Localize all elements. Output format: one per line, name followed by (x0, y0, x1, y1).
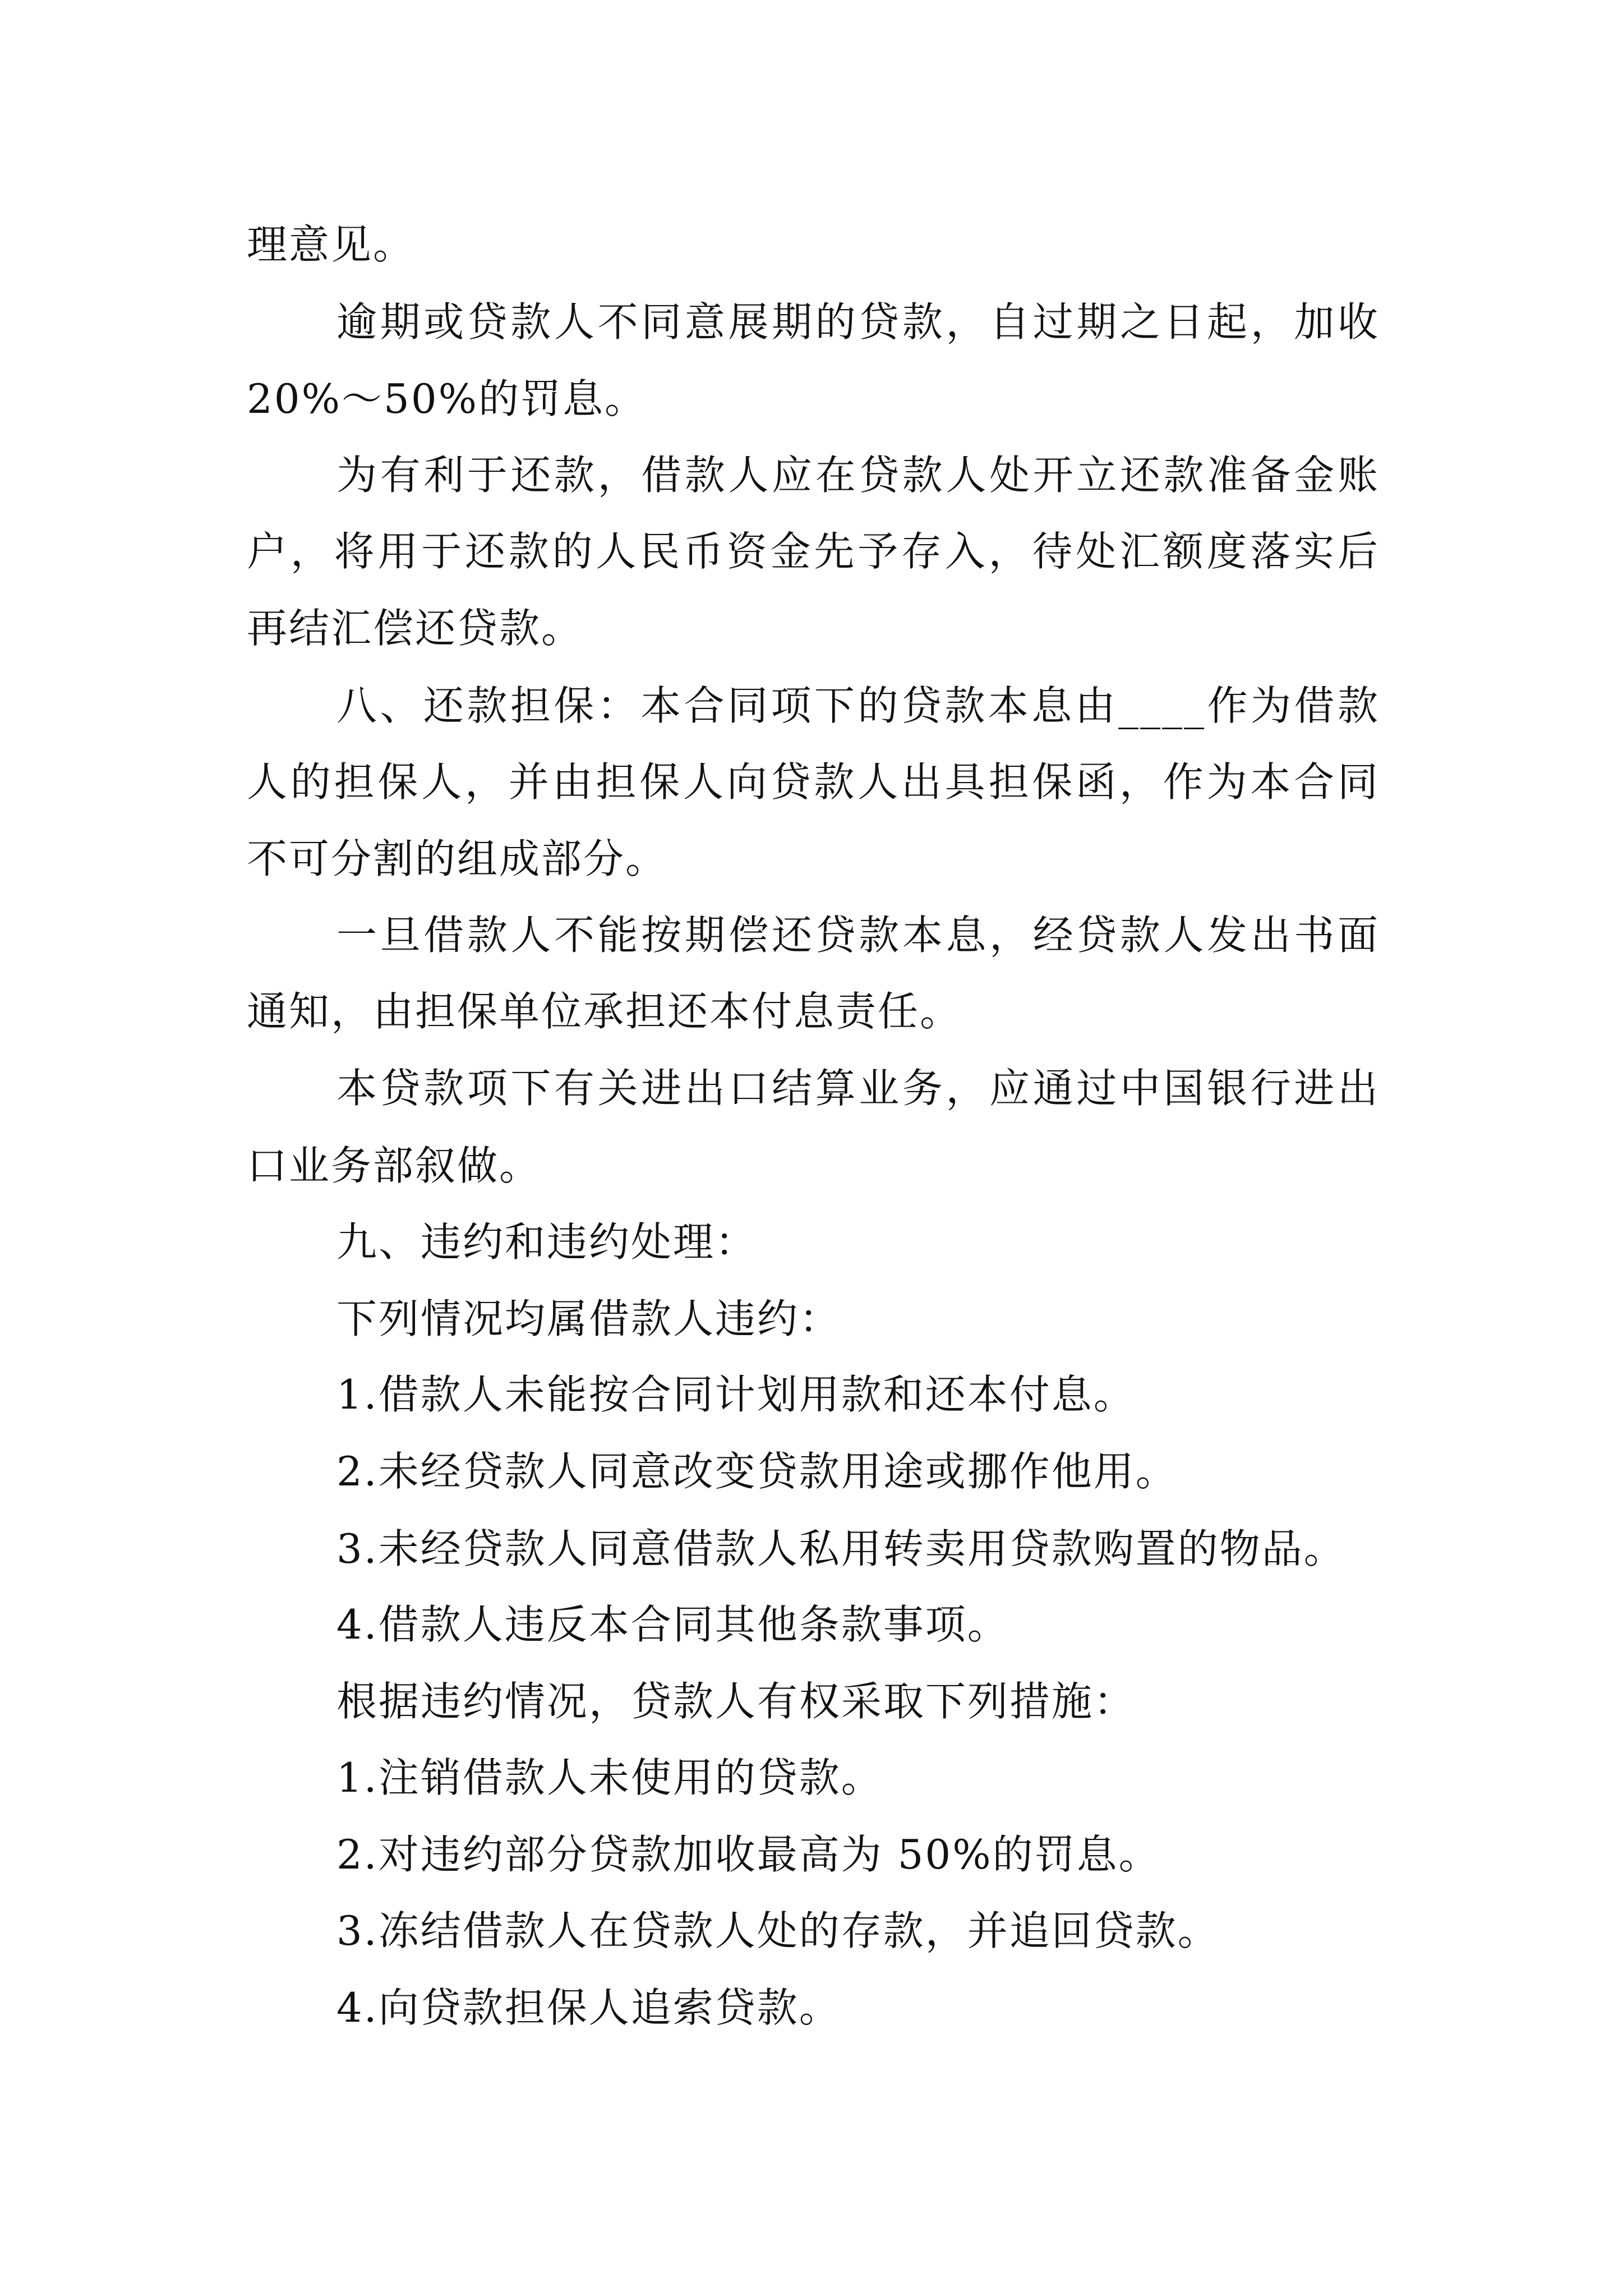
text-line: 3.冻结借款人在贷款人处的存款，并追回贷款。 (336, 1907, 1220, 1954)
text-line: 20%～50%的罚息。 (247, 375, 647, 422)
text-line: 户，将用于还款的人民币资金先予存入，待处汇额度落实后 (247, 528, 1380, 575)
text-line: 通知，由担保单位承担还本付息责任。 (247, 988, 962, 1035)
text-line: 2.未经贷款人同意改变贷款用途或挪作他用。 (336, 1448, 1178, 1495)
text-line: 口业务部叙做。 (247, 1142, 542, 1189)
text-line: 3.未经贷款人同意借款人私用转卖用贷款购置的物品。 (336, 1525, 1346, 1572)
text-line: 八、还款担保：本合同项下的贷款本息由____作为借款 (336, 682, 1380, 729)
text-line: 1.借款人未能按合同计划用款和还本付息。 (336, 1371, 1136, 1418)
text-line: 再结汇偿还贷款。 (247, 605, 584, 652)
text-line: 九、违约和违约处理： (336, 1218, 758, 1266)
text-line: 本贷款项下有关进出口结算业务，应通过中国银行进出 (336, 1065, 1380, 1112)
text-line: 4.向贷款担保人追索贷款。 (336, 1984, 841, 2031)
text-line: 理意见。 (247, 221, 416, 268)
text-line: 一旦借款人不能按期偿还贷款本息，经贷款人发出书面 (336, 912, 1380, 959)
text-line: 4.借款人违反本合同其他条款事项。 (336, 1601, 1009, 1648)
text-line: 人的担保人，并由担保人向贷款人出具担保函，作为本合同 (247, 758, 1380, 806)
text-line: 根据违约情况，贷款人有权采取下列措施： (336, 1678, 1136, 1725)
text-line: 逾期或贷款人不同意展期的贷款，自过期之日起，加收 (336, 298, 1380, 346)
text-line: 2.对违约部分贷款加收最高为 50%的罚息。 (336, 1831, 1161, 1878)
text-line: 1.注销借款人未使用的贷款。 (336, 1754, 883, 1801)
text-line: 下列情况均属借款人违约： (336, 1295, 842, 1342)
text-line: 为有利于还款，借款人应在贷款人处开立还款准备金账 (336, 452, 1380, 499)
text-line: 不可分割的组成部分。 (247, 835, 668, 882)
